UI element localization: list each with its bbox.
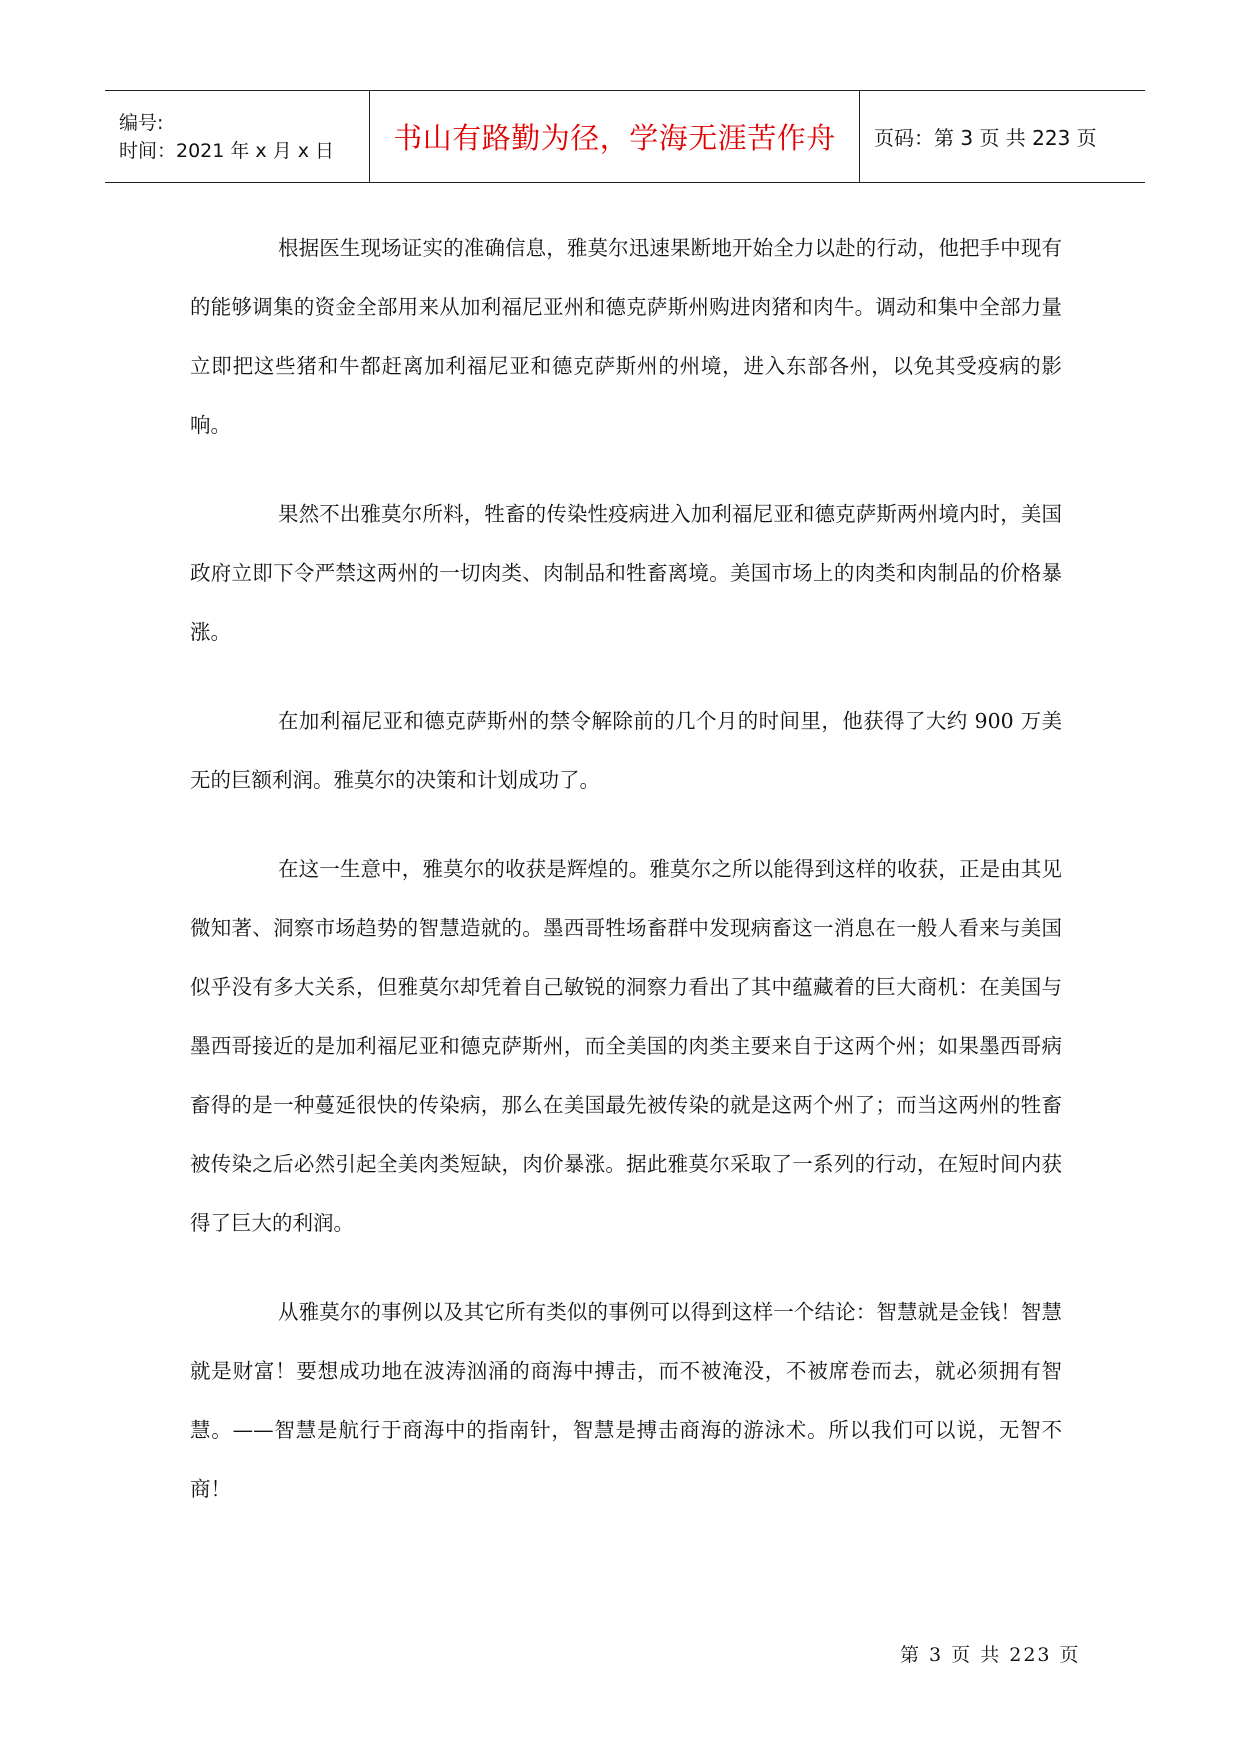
header-motto-cell xyxy=(370,91,860,182)
header-meta xyxy=(105,91,370,182)
document-header xyxy=(105,90,1145,183)
body-paragraph: 果然不出雅莫尔所料，牲畜的传染性疫病进入加利福尼亚和德克萨斯两州境内时，美国政府立即下令严禁这两州的一切肉类、肉制品和牲畜离境。美国市场上的肉类和肉制品的价格暴涨。 xyxy=(190,502,1062,644)
body-paragraph: 根据医生现场证实的准确信息，雅莫尔迅速果断地开始全力以赴的行动，他把手中现有的能够调集的资金全部用来从加利福尼亚州和德克萨斯州购进肉猪和肉牛。调动和集中全部力量立即把这些猪和牛都赶离加利福尼亚和德克萨斯州的州境，进入东部各州，以免其受疫病的影响。 xyxy=(190,236,1062,437)
body-paragraph: 在加利福尼亚和德克萨斯州的禁令解除前的几个月的时间里，他获得了大约 900 万美无的巨额利润。雅莫尔的决策和计划成功了。 xyxy=(190,709,1062,792)
header-motto: 书山有路勤为径，学海无涯苦作舟 xyxy=(393,121,836,155)
body-paragraph: 在这一生意中，雅莫尔的收获是辉煌的。雅莫尔之所以能得到这样的收获，正是由其见微知著、洞察市场趋势的智慧造就的。墨西哥牲场畜群中发现病畜这一消息在一般人看来与美国似乎没有多大关系，但雅莫尔却凭着自己敏锐的洞察力看出了其中蕴藏着的巨大商机：在美国与墨西哥接近的是加利福尼亚和德克萨斯州，而全美国的肉类主要来自于这两个州；如果墨西哥病畜得的是一种蔓延很快的传染病，那么在美国最先被传染的就是这两个州了；而当这两州的牲畜被传染之后必然引起全美肉类短缺，肉价暴涨。据此雅莫尔采取了一系列的行动，在短时间内获得了巨大的利润。 xyxy=(190,857,1062,1235)
document-number-label: 编号: xyxy=(119,111,164,134)
header-page-code: 页码：第 3 页 共 223 页 xyxy=(874,126,1097,150)
document-time-label: 时间：2021 年 x 月 x 日 xyxy=(119,139,335,162)
document-body xyxy=(190,219,1062,1549)
body-paragraph: 从雅莫尔的事例以及其它所有类似的事例可以得到这样一个结论：智慧就是金钱！智慧就是财富！要想成功地在波涛汹涌的商海中搏击，而不被淹没，不被席卷而去，就必须拥有智慧。——智慧是航行于商海中的指南针，智慧是搏击商海的游泳术。所以我们可以说，无智不商！ xyxy=(190,1300,1062,1501)
page-number-footer: 第 3 页 共 223 页 xyxy=(900,1644,1081,1666)
